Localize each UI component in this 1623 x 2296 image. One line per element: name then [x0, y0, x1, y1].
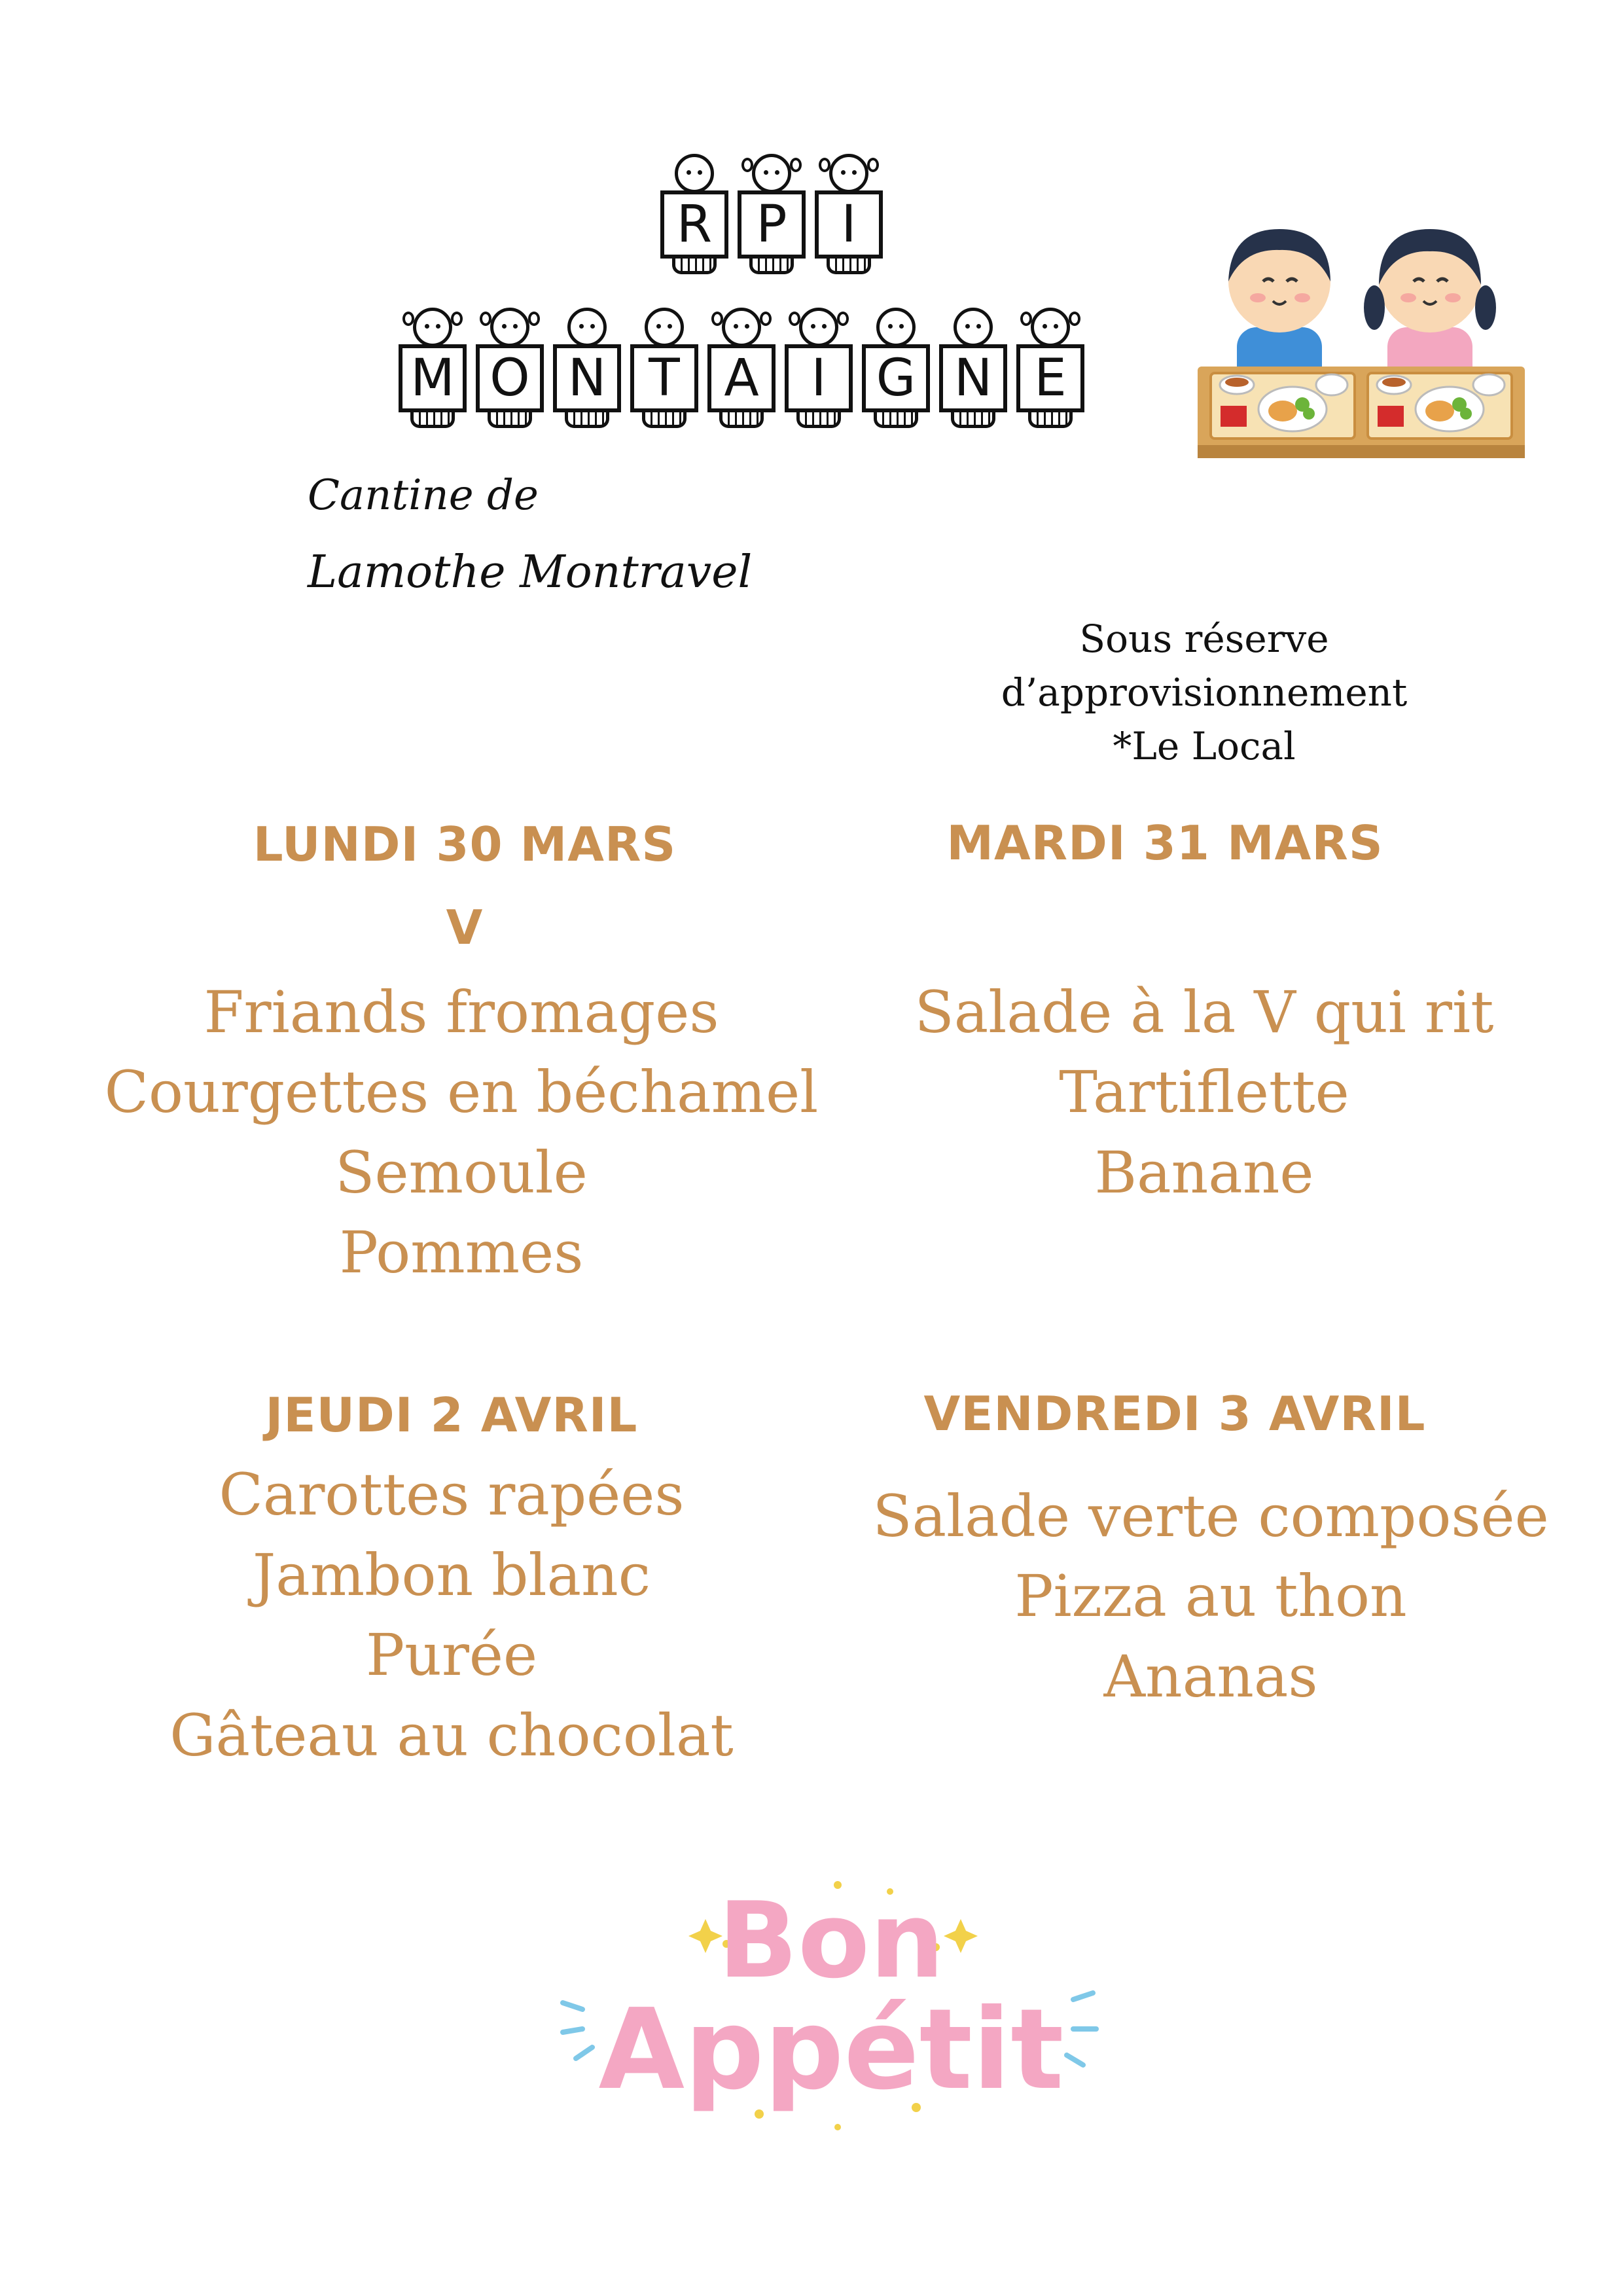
appetit-text: Appétit — [598, 1985, 1064, 2115]
dish-lundi-3: Courgettes en béchamel — [104, 1058, 819, 1126]
logo-kid-r: R — [658, 154, 731, 285]
dish-vendredi-3: Ananas — [1103, 1643, 1318, 1710]
dish-lundi-5: Pommes — [339, 1219, 584, 1286]
dish-vendredi-2: Pizza au thon — [1014, 1562, 1407, 1630]
dish-mardi-3: Banane — [1094, 1139, 1314, 1206]
logo-montaigne-row — [396, 308, 1091, 439]
dish-jeudi-2: Jambon blanc — [252, 1541, 651, 1609]
dish-lundi-2: Friands fromages — [204, 978, 719, 1046]
dish-jeudi-1: Carottes rapées — [219, 1461, 685, 1528]
logo-kid-t: T — [628, 308, 701, 439]
logo-kid-g: G — [859, 308, 933, 439]
day-title-mardi: MARDI 31 MARS — [946, 816, 1383, 870]
logo-kid-p: P — [735, 154, 808, 285]
notice-line1: Sous réserve — [1079, 617, 1329, 661]
bon-text: Bon — [718, 1879, 944, 2001]
bon-appetit-lettering — [550, 1872, 1113, 2134]
dish-jeudi-4: Gâteau au chocolat — [169, 1702, 734, 1769]
cantine-line2: Lamothe Montravel — [308, 547, 753, 598]
logo-kid-n2: N — [936, 308, 1010, 439]
logo-kid-i2: I — [782, 308, 855, 439]
logo-kid-m: M — [396, 308, 469, 439]
dish-mardi-2: Tartiflette — [1059, 1058, 1349, 1126]
dish-jeudi-3: Purée — [365, 1621, 538, 1689]
boy-icon — [1228, 229, 1330, 386]
day-title-lundi: LUNDI 30 MARS — [253, 817, 677, 872]
day-title-jeudi: JEUDI 2 AVRIL — [265, 1388, 638, 1443]
girl-icon — [1364, 229, 1496, 386]
logo-kid-e: E — [1014, 308, 1087, 439]
logo-kid-a: A — [705, 308, 778, 439]
supply-notice — [942, 612, 1466, 773]
kids-eating-illustration — [1191, 209, 1531, 484]
notice-line3: *Le Local — [1113, 724, 1296, 768]
dish-vendredi-1: Salade verte composée — [872, 1482, 1549, 1550]
dish-lundi-1: V — [446, 900, 484, 955]
logo-kid-n: N — [550, 308, 624, 439]
logo-rpi-row — [658, 154, 889, 285]
cantine-line1: Cantine de — [308, 471, 539, 520]
dish-mardi-1: Salade à la V qui rit — [914, 978, 1494, 1046]
logo-kid-i: I — [812, 154, 885, 285]
notice-line2: d’approvisionnement — [1001, 670, 1408, 715]
dish-lundi-4: Semoule — [335, 1139, 588, 1206]
logo-kid-o: O — [473, 308, 546, 439]
day-title-vendredi: VENDREDI 3 AVRIL — [923, 1386, 1426, 1441]
